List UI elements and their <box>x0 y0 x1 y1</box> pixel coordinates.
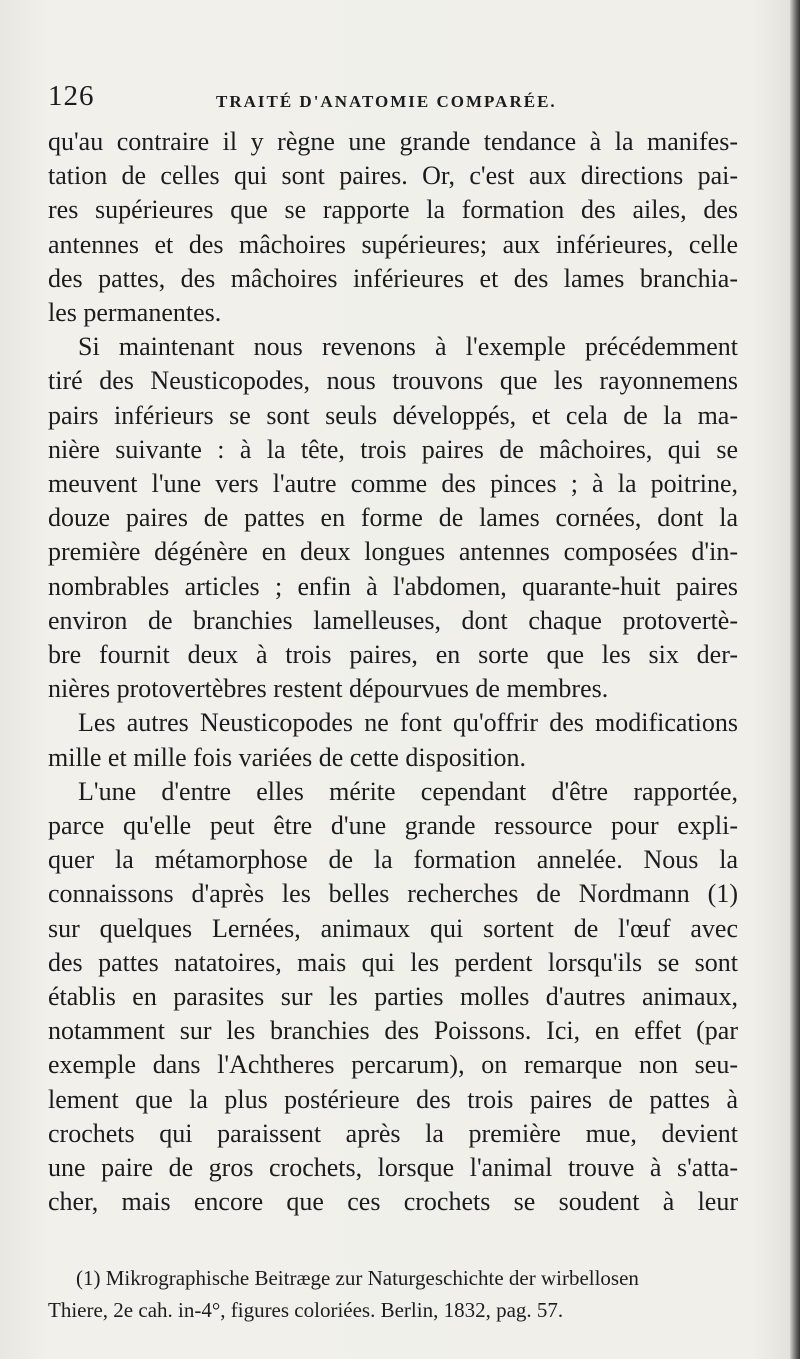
text-line: L'une d'entre elles mérite cependant d'être rapportée, <box>78 776 738 806</box>
text-line: des pattes, des mâchoires inférieures et des lames branchia- <box>48 263 738 293</box>
text-line: des pattes natatoires, mais qui les perdent lorsqu'ils se sont <box>48 947 738 977</box>
text-line: une paire de gros crochets, lorsque l'animal trouve à s'atta- <box>48 1153 738 1183</box>
page-number: 126 <box>48 80 95 112</box>
text-line: tiré des Neusticopodes, nous trouvons que les rayonnemens <box>48 366 738 396</box>
text-line: environ de branchies lamelleuses, dont chaque protovertè- <box>48 605 738 635</box>
running-head: TRAITÉ D'ANATOMIE COMPARÉE. <box>216 92 557 111</box>
text-line: qu'au contraire il y règne une grande tendance à la manifes- <box>48 127 738 156</box>
text-line: lement que la plus postérieure des trois paires de pattes à <box>48 1084 738 1114</box>
footnote-line: (1) Mikrographische Beitræge zur Naturgeschichte der wirbellosen <box>76 1266 639 1290</box>
footnote-line: Thiere, 2e cah. in-4°, figures coloriées. Berlin, 1832, pag. 57. <box>48 1298 564 1322</box>
text-line: cher, mais encore que ces crochets se soudent à leur <box>48 1187 738 1217</box>
paragraph-2 <box>48 330 738 706</box>
text-line: pairs inférieurs se sont seuls développés, et cela de la ma- <box>48 400 738 430</box>
text-line: res supérieures que se rapporte la formation des ailes, des <box>48 195 738 225</box>
text-line: exemple dans l'Achtheres percarum), on remarque non seu- <box>48 1050 738 1080</box>
footnote <box>48 1262 738 1326</box>
text-line: les permanentes. <box>48 298 222 328</box>
text-line: Si maintenant nous revenons à l'exemple précédemment <box>78 332 738 362</box>
text-line: parce qu'elle peut être d'une grande ressource pour expli- <box>48 811 738 841</box>
text-line: meuvent l'une vers l'autre comme des pinces ; à la poitrine, <box>48 469 738 499</box>
text-line: bre fournit deux à trois paires, en sorte que les six der- <box>48 640 738 670</box>
text-line: nière suivante : à la tête, trois paires de mâchoires, qui se <box>48 434 738 464</box>
text-line: établis en parasites sur les parties molles d'autres animaux, <box>48 982 738 1012</box>
paragraph-3 <box>48 706 738 774</box>
text-line: antennes et des mâchoires supérieures; aux inférieures, celle <box>48 229 738 259</box>
text-line: nières protovertèbres restent dépourvues de membres. <box>48 674 609 704</box>
text-line: crochets qui paraissent après la première mue, devient <box>48 1118 738 1148</box>
text-line: mille et mille fois variées de cette disposition. <box>48 742 526 772</box>
text-line: connaissons d'après les belles recherches de Nordmann (1) <box>48 879 738 909</box>
text-line: douze paires de pattes en forme de lames cornées, dont la <box>48 503 738 533</box>
text-line: notamment sur les branchies des Poissons. Ici, en effet (par <box>48 1016 738 1046</box>
paragraph-4 <box>48 775 738 1220</box>
text-line: nombrables articles ; enfin à l'abdomen, quarante-huit paires <box>48 571 738 601</box>
page-edge-shadow <box>790 0 800 1359</box>
text-line: tation de celles qui sont paires. Or, c'est aux directions pai- <box>48 161 738 191</box>
body-text <box>48 125 738 1220</box>
text-line: sur quelques Lernées, animaux qui sortent de l'œuf avec <box>48 913 738 943</box>
page-header <box>48 80 738 118</box>
text-line: quer la métamorphose de la formation annelée. Nous la <box>48 845 738 875</box>
text-line: Les autres Neusticopodes ne font qu'offrir des modifications <box>78 708 738 738</box>
text-line: première dégénère en deux longues antennes composées d'in- <box>48 537 738 567</box>
paragraph-1 <box>48 125 738 330</box>
